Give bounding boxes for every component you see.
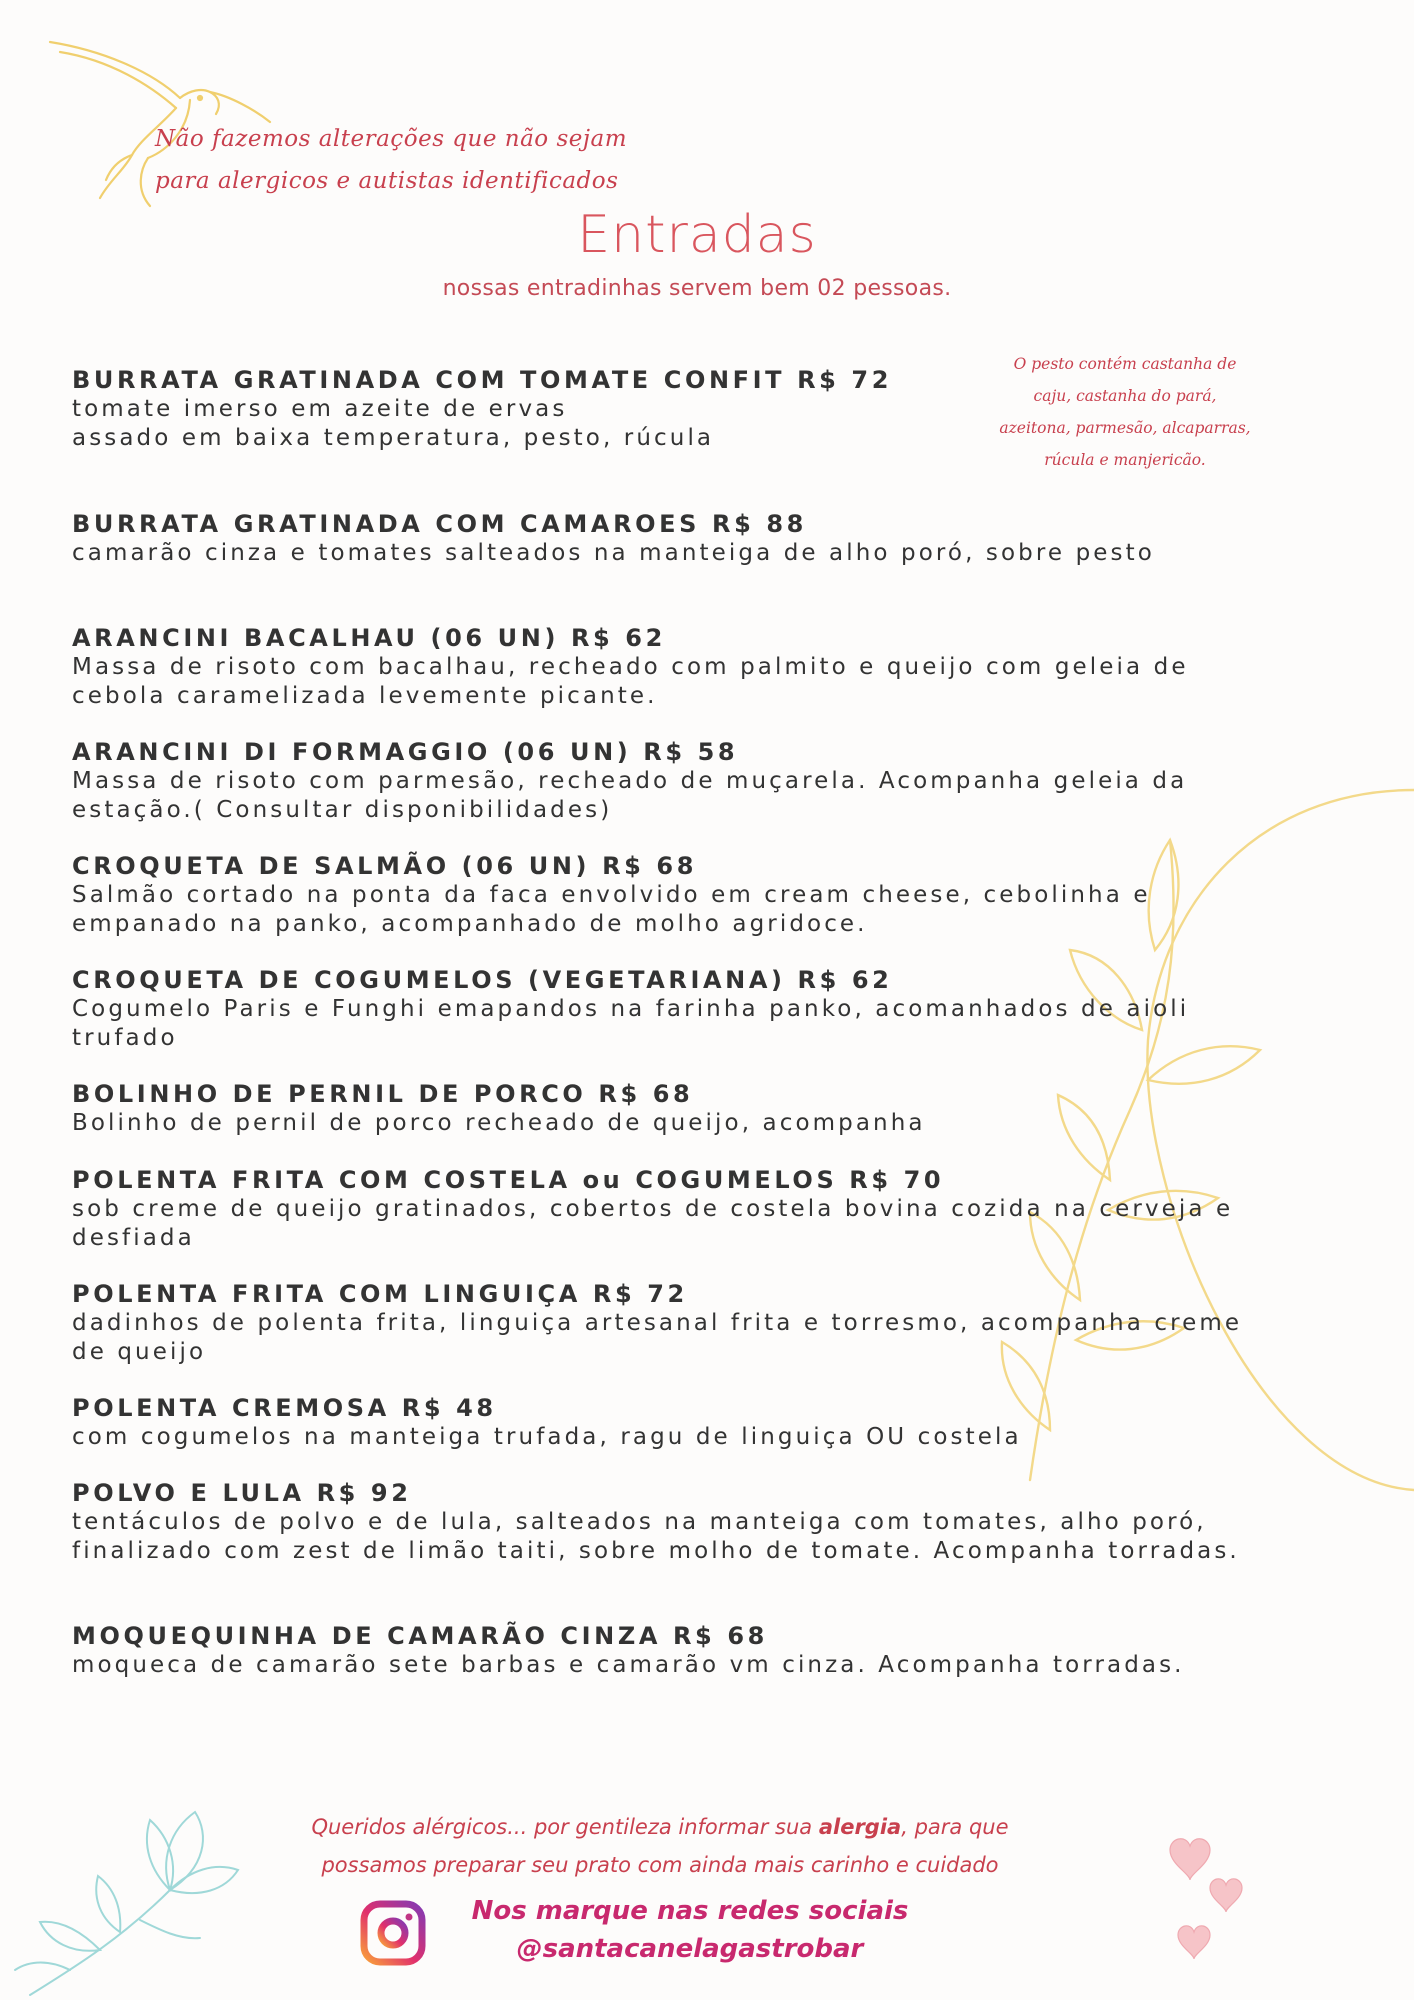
menu-item xyxy=(72,738,1392,825)
pesto-note-line-2: caju, castanha do pará, xyxy=(1033,387,1217,405)
menu-item-description: Cogumelo Paris e Funghi emapandos na farinha panko, acomanhados de aioli trufado xyxy=(72,996,1190,1051)
pesto-note-line-4: rúcula e manjericão. xyxy=(1044,451,1206,469)
instagram-icon[interactable] xyxy=(360,1900,426,1966)
menu-item xyxy=(72,1280,1392,1367)
menu-item-description: Salmão cortado na ponta da faca envolvido em cream cheese, cebolinha e empanado na panko, acompanhado de molho agridoce. xyxy=(72,882,1151,937)
menu-item-description: tomate imerso em azeite de ervas assado em baixa temperatura, pesto, rúcula xyxy=(72,396,715,451)
page-subtitle: nossas entradinhas servem bem 02 pessoas. xyxy=(442,276,952,301)
social-tagline: Nos marque nas redes sociais xyxy=(471,1896,909,1926)
menu-item xyxy=(72,624,1392,711)
social-media-callout xyxy=(440,1892,940,1968)
menu-item-name: POLVO E LULA R$ 92 xyxy=(72,1479,412,1507)
instagram-handle[interactable]: @santacanelagastrobar xyxy=(516,1934,864,1964)
menu-item-description: com cogumelos na manteiga trufada, ragu de linguiça OU costela xyxy=(72,1424,1022,1450)
menu-item-description: Massa de risoto com parmesão, recheado de muçarela. Acompanha geleia da estação.( Consultar disponibilidades) xyxy=(72,768,1188,823)
footer-line-1 xyxy=(260,1808,1060,1846)
menu-item xyxy=(72,852,1392,939)
footer-line-1-end: , para que xyxy=(901,1815,1009,1839)
menu-item xyxy=(72,1394,1392,1452)
menu-item-description: Massa de risoto com bacalhau, recheado com palmito e queijo com geleia de cebola caramelizada levemente picante. xyxy=(72,654,1189,709)
menu-item xyxy=(72,1166,1392,1253)
menu-item-name: POLENTA FRITA COM COSTELA ou COGUMELOS R$ 70 xyxy=(72,1166,945,1194)
menu-item-description: sob creme de queijo gratinados, cobertos de costela bovina cozida na cerveja e desfiada xyxy=(72,1196,1234,1251)
notice-line-2: para alergicos e autistas identificados xyxy=(155,168,619,194)
footer-line-1-start: Queridos alérgicos... por gentileza informar sua xyxy=(311,1815,819,1839)
menu-item-description: Bolinho de pernil de porco recheado de queijo, acompanha xyxy=(72,1110,926,1136)
menu-item-name: CROQUETA DE COGUMELOS (VEGETARIANA) R$ 62 xyxy=(72,966,893,994)
no-changes-notice xyxy=(155,118,655,202)
hearts-decoration xyxy=(1140,1820,1260,1980)
menu-item xyxy=(72,966,1392,1053)
menu-item-name: CROQUETA DE SALMÃO (06 UN) R$ 68 xyxy=(72,852,698,880)
menu-item xyxy=(72,1622,1392,1680)
menu-item xyxy=(72,366,1392,453)
menu-item-description: dadinhos de polenta frita, linguiça artesanal frita e torresmo, acompanha creme de queijo xyxy=(72,1310,1243,1365)
menu-item-name: MOQUEQUINHA DE CAMARÃO CINZA R$ 68 xyxy=(72,1622,768,1650)
page-title: Entradas xyxy=(577,205,817,265)
menu-item-name: POLENTA FRITA COM LINGUIÇA R$ 72 xyxy=(72,1280,688,1308)
menu-item-name: BOLINHO DE PERNIL DE PORCO R$ 68 xyxy=(72,1080,694,1108)
menu-item xyxy=(72,510,1392,568)
footer-line-2: possamos preparar seu prato com ainda mais carinho e cuidado xyxy=(321,1853,999,1877)
menu-item-name: ARANCINI DI FORMAGGIO (06 UN) R$ 58 xyxy=(72,738,739,766)
menu-item-description: camarão cinza e tomates salteados na manteiga de alho poró, sobre pesto xyxy=(72,540,1155,566)
menu-item-name: POLENTA CREMOSA R$ 48 xyxy=(72,1394,497,1422)
footer-allergy-word: alergia xyxy=(818,1815,902,1839)
menu-item-name: BURRATA GRATINADA COM TOMATE CONFIT R$ 72 xyxy=(72,366,893,394)
pesto-note-line-1: O pesto contém castanha de xyxy=(1013,355,1237,373)
menu-item-description: moqueca de camarão sete barbas e camarão vm cinza. Acompanha torradas. xyxy=(72,1652,1185,1678)
menu-item xyxy=(72,1479,1392,1566)
menu-item-name: BURRATA GRATINADA COM CAMAROES R$ 88 xyxy=(72,510,807,538)
flower-decoration xyxy=(10,1780,250,2000)
menu-item xyxy=(72,1080,1392,1138)
allergy-footer-note xyxy=(260,1808,1060,1884)
notice-line-1: Não fazemos alterações que não sejam xyxy=(155,126,628,152)
menu-item-name: ARANCINI BACALHAU (06 UN) R$ 62 xyxy=(72,624,666,652)
pesto-note-line-3: azeitona, parmesão, alcaparras, xyxy=(999,419,1251,437)
menu-item-description: tentáculos de polvo e de lula, salteados na manteiga com tomates, alho poró, finalizado com zest de limão taiti, sobre molho de tomate. Acompanha torradas. xyxy=(72,1509,1240,1564)
